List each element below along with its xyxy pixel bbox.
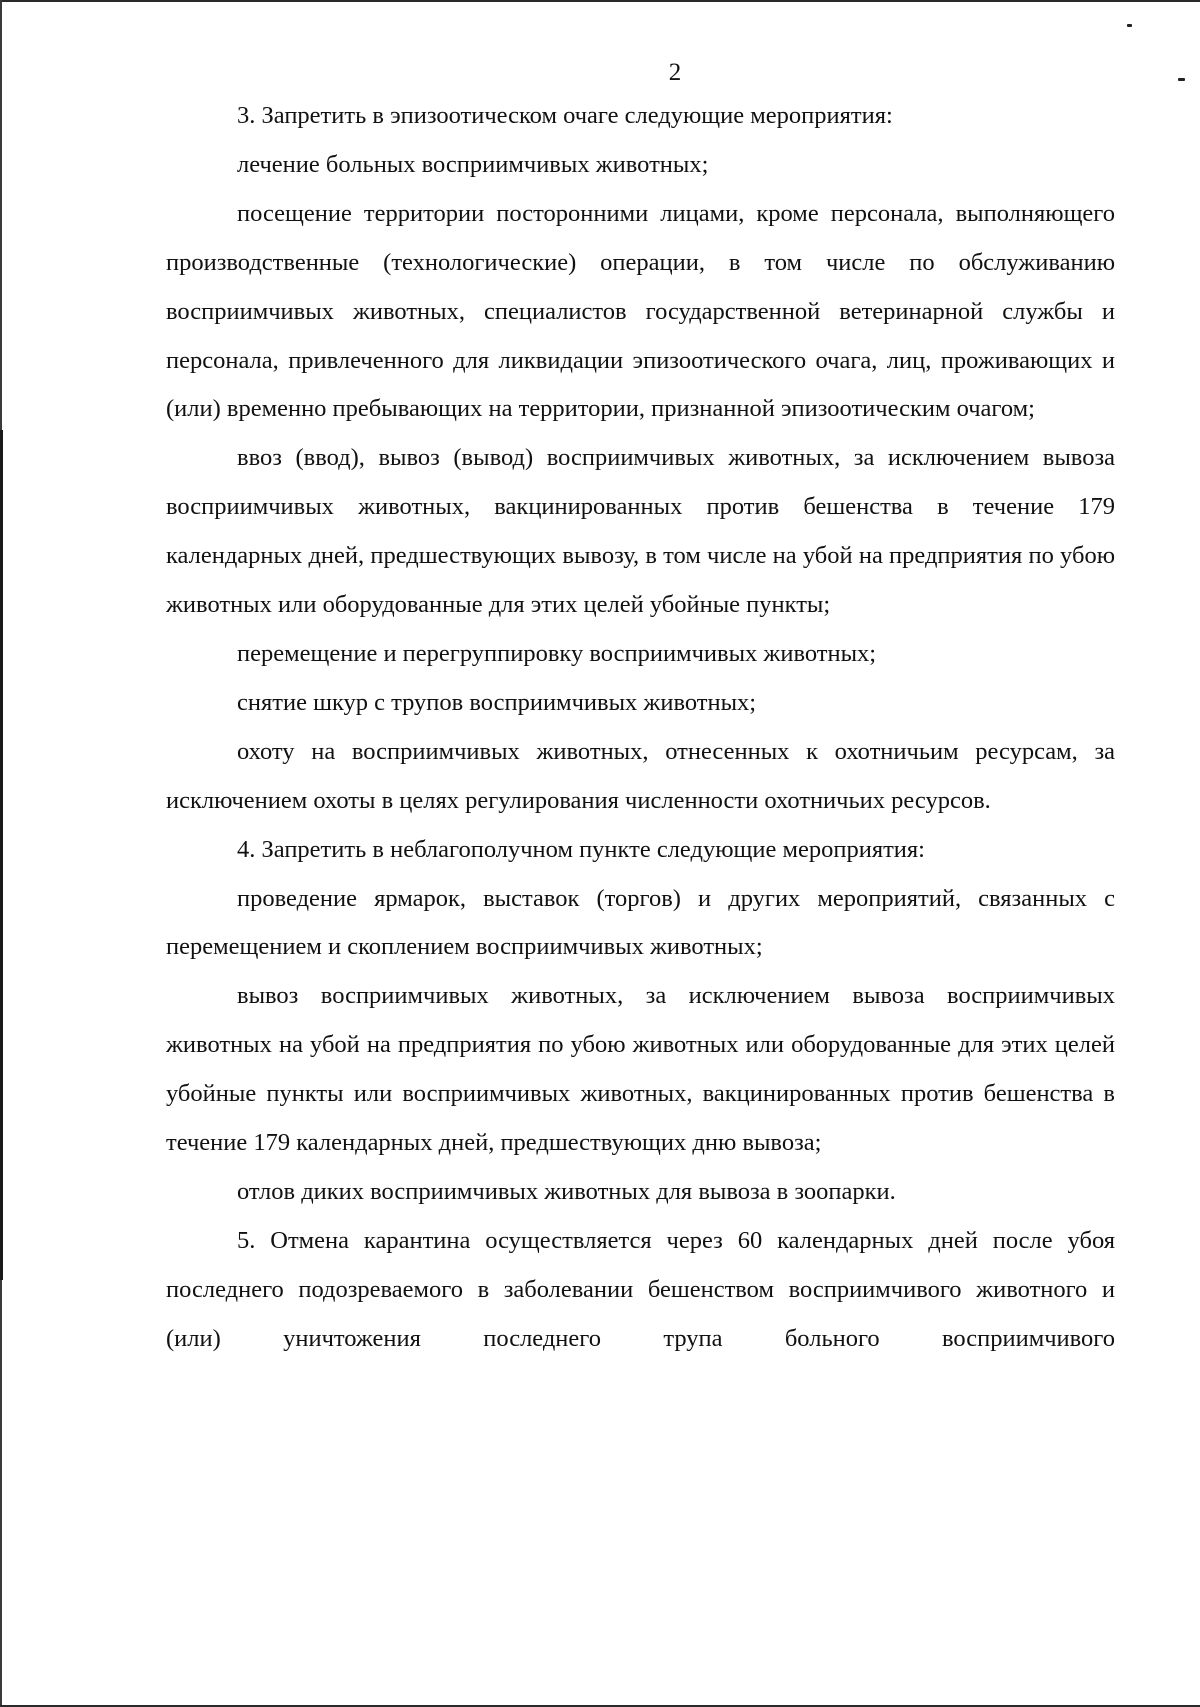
paragraph: 3. Запретить в эпизоотическом очаге следующие мероприятия: [237,102,893,129]
document-body [166,92,1115,1364]
paragraph: лечение больных восприимчивых животных; [237,150,709,178]
paragraph: проведение ярмарок, выставок (торгов) и других мероприятий, связанных с перемещением и скоплением восприимчивых животных; [166,884,1115,961]
scan-edge-top [0,0,1200,2]
paragraph: снятие шкур с трупов восприимчивых животных; [237,688,757,716]
paragraph: вывоз восприимчивых животных, за исключением вывоза восприимчивых животных на убой на предприятия по убою животных или оборудованные для этих целей убойные пункты или восприимчивых животных, вакцинированных против бешенства в течение 179 календарных дней, предшествующих дню вывоза; [166,982,1115,1157]
paragraph: 5. Отмена карантина осуществляется через 60 календарных дней после убоя последнего подозреваемого в заболевании бешенством восприимчивого животного и (или) уничтожения последнего трупа больного восприимчивого [166,1226,1115,1352]
paragraph: охоту на восприимчивых животных, отнесенных к охотничьим ресурсам, за исключением охоты в целях регулирования численности охотничьих ресурсов. [166,737,1115,814]
paragraph: 4. Запретить в неблагополучном пункте следующие мероприятия: [237,835,925,863]
scan-edge-left-shadow [0,430,3,1280]
scan-speck [1127,24,1132,27]
page-number: 2 [668,59,682,86]
paragraph: ввоз (ввод), вывоз (вывод) восприимчивых животных, за исключением вывоза восприимчивых животных, вакцинированных против бешенства в течение 179 календарных дней, предшествующих вывозу, в том числе на убой на предприятия по убою животных или оборудованные для этих целей убойные пункты; [166,444,1115,619]
paragraph: отлов диких восприимчивых животных для вывоза в зоопарки. [237,1177,896,1205]
paragraph: перемещение и перегруппировку восприимчивых животных; [237,639,877,667]
paragraph: посещение территории посторонними лицами, кроме персонала, выполняющего производственные (технологические) операции, в том числе по обслуживанию восприимчивых животных, специалистов государственной ветеринарной службы и персонала, привлеченного для ликвидации эпизоотического очага, лиц, проживающих и (или) временно пребывающих на территории, признанной эпизоотическим очагом; [166,199,1115,423]
